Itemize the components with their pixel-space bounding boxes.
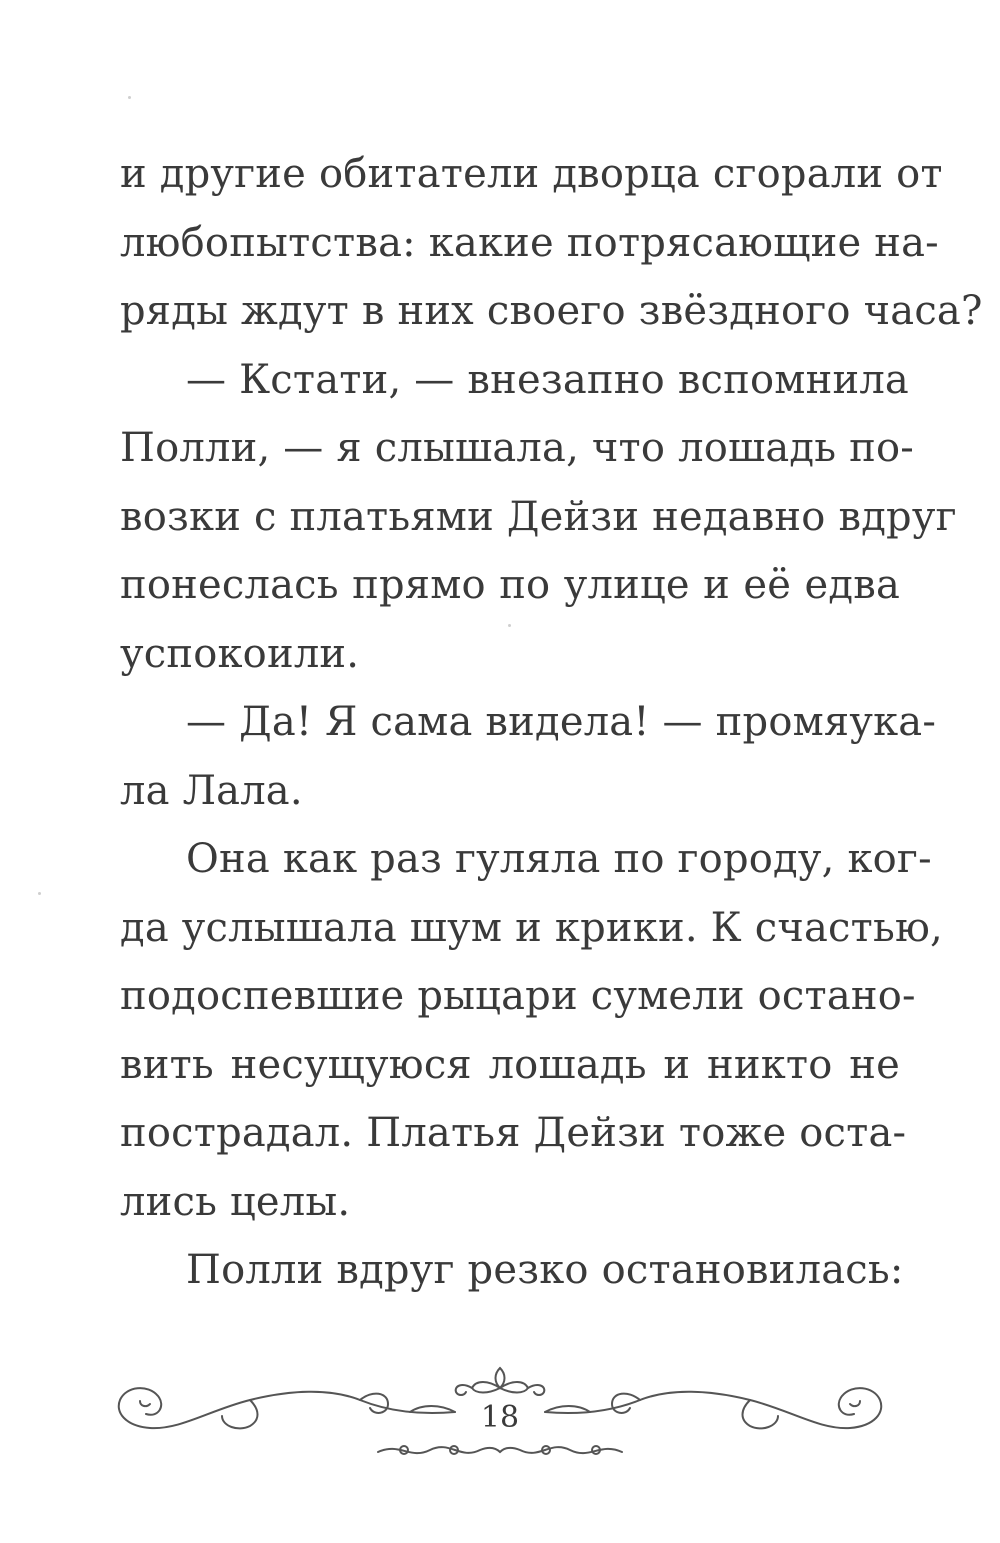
text-line: и другие обитатели дворца сгорали от	[120, 151, 943, 197]
text-line: да услышала шум и крики. К счастью,	[120, 904, 943, 951]
page-body-text	[120, 140, 983, 1305]
text-line: Полли, — я слышала, что лошадь по-	[120, 425, 914, 471]
text-line: ряды ждут в них своего звёздного часа?	[120, 288, 983, 334]
text-line: Полли вдруг резко остановилась:	[186, 1247, 904, 1293]
paper-speck	[508, 624, 511, 627]
text-line: Она как раз гуляла по городу, ког-	[186, 836, 932, 882]
page-number: 18	[480, 1400, 520, 1435]
text-line: — Да! Я сама видела! — промяука-	[186, 699, 937, 745]
paper-speck	[38, 892, 41, 895]
paper-speck	[128, 96, 131, 99]
text-line: возки с платьями Дейзи недавно вдруг	[120, 493, 957, 540]
text-line: понеслась прямо по улице и её едва	[120, 562, 900, 608]
text-line: вить несущуюся лошадь и никто не	[120, 1041, 900, 1088]
text-line: пострадал. Платья Дейзи тоже оста-	[120, 1110, 907, 1156]
text-line: ла Лала.	[120, 767, 303, 814]
text-line: подоспевшие рыцари сумели остано-	[120, 973, 916, 1019]
text-line: успокоили.	[120, 630, 360, 677]
text-line: лись целы.	[120, 1178, 351, 1225]
text-line: любопытства: какие потрясающие на-	[120, 219, 939, 266]
text-line: — Кстати, — внезапно вспомнила	[186, 356, 909, 403]
